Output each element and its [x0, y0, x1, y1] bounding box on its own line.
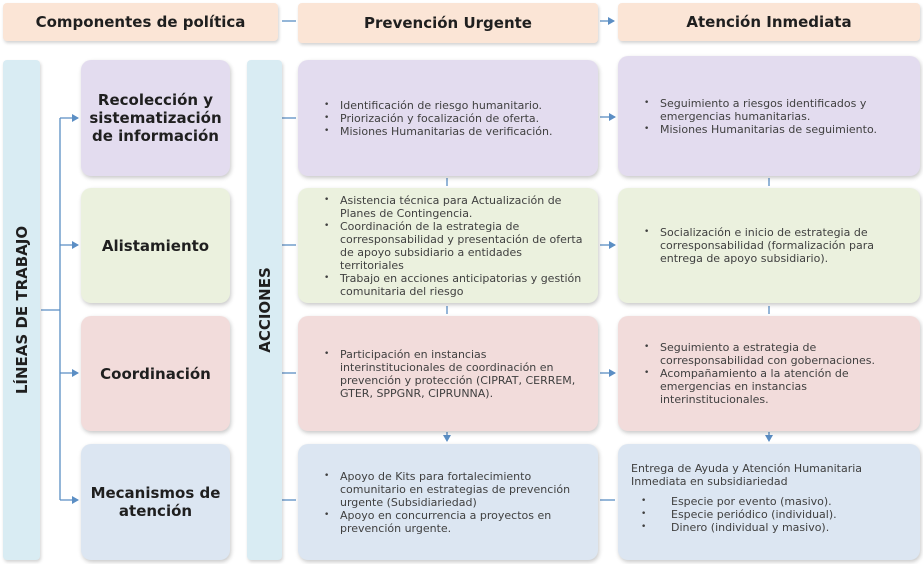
header-attention: Atención Inmediata — [618, 3, 920, 41]
prevention-list — [322, 470, 588, 535]
prevention-list — [322, 348, 588, 400]
list-item: • Apoyo en concurrencia a proyectos en prevención urgente. — [340, 509, 588, 535]
attention-preparedness — [618, 188, 920, 303]
header-prevention: Prevención Urgente — [298, 3, 598, 43]
list-item: • Especie periódico (individual). — [671, 508, 910, 521]
list-item: • Participación en instancias interinstitucionales de coordinación en prevención y protección (CIPRAT, CERREM, GTER, SPPGNR, CIPRUNNA). — [340, 348, 588, 400]
component-label: Mecanismos de atención — [90, 484, 221, 520]
list-item: • Coordinación de la estrategia de corresponsabilidad y presentación de oferta de apoyo subsidiario a entidades territoriales — [340, 220, 588, 272]
attention-intro: Entrega de Ayuda y Atención Humanitaria Inmediata en subsidiariedad — [631, 462, 863, 488]
component-info-collection — [81, 60, 230, 176]
attention-coordination — [618, 316, 920, 431]
attention-list — [642, 97, 910, 136]
attention-info-collection — [618, 56, 920, 176]
prevention-list — [322, 194, 588, 298]
working-lines-bar — [3, 60, 40, 560]
list-item: • Misiones Humanitarias de verificación. — [340, 125, 588, 138]
component-label: Alistamiento — [101, 236, 210, 255]
list-item: • Trabajo en acciones anticipatorias y gestión comunitaria del riesgo — [340, 272, 588, 298]
prevention-attention-mechanisms — [298, 444, 598, 560]
list-item: • Priorización y focalización de oferta. — [340, 112, 588, 125]
prevention-info-collection — [298, 60, 598, 176]
list-item: • Acompañamiento a la atención de emergencias en instancias interinstitucionales. — [660, 367, 910, 406]
list-item: • Dinero (individual y masivo). — [671, 521, 910, 534]
list-item: • Especie por evento (masivo). — [671, 495, 910, 508]
working-lines-label: LÍNEAS DE TRABAJO — [12, 225, 31, 395]
component-attention-mechanisms — [81, 444, 230, 560]
list-item: • Apoyo de Kits para fortalecimiento comunitario en estrategias de prevención urgente (Subsidiariedad) — [340, 470, 588, 509]
actions-bar — [247, 60, 282, 560]
prevention-list — [322, 99, 588, 138]
attention-attention-mechanisms — [618, 444, 920, 560]
prevention-preparedness — [298, 188, 598, 303]
list-item: • Seguimiento a estrategia de corresponsabilidad con gobernaciones. — [660, 341, 910, 367]
header-components: Componentes de política — [3, 3, 278, 41]
list-item: • Seguimiento a riesgos identificados y emergencias humanitarias. — [660, 97, 910, 123]
actions-label: ACCIONES — [255, 267, 274, 353]
list-item: • Identificación de riesgo humanitario. — [340, 99, 588, 112]
component-label: Recolección y sistematización de información — [89, 91, 222, 145]
attention-list — [642, 226, 910, 265]
component-label: Coordinación — [100, 364, 211, 383]
list-item: • Asistencia técnica para Actualización de Planes de Contingencia. — [340, 194, 588, 220]
attention-list — [631, 495, 910, 534]
prevention-coordination — [298, 316, 598, 431]
component-coordination — [81, 316, 230, 431]
component-preparedness — [81, 188, 230, 303]
list-item: • Socialización e inicio de estrategia de corresponsabilidad (formalización para entrega de apoyo subsidiario). — [660, 226, 910, 265]
attention-list — [642, 341, 910, 406]
list-item: • Misiones Humanitarias de seguimiento. — [660, 123, 910, 136]
